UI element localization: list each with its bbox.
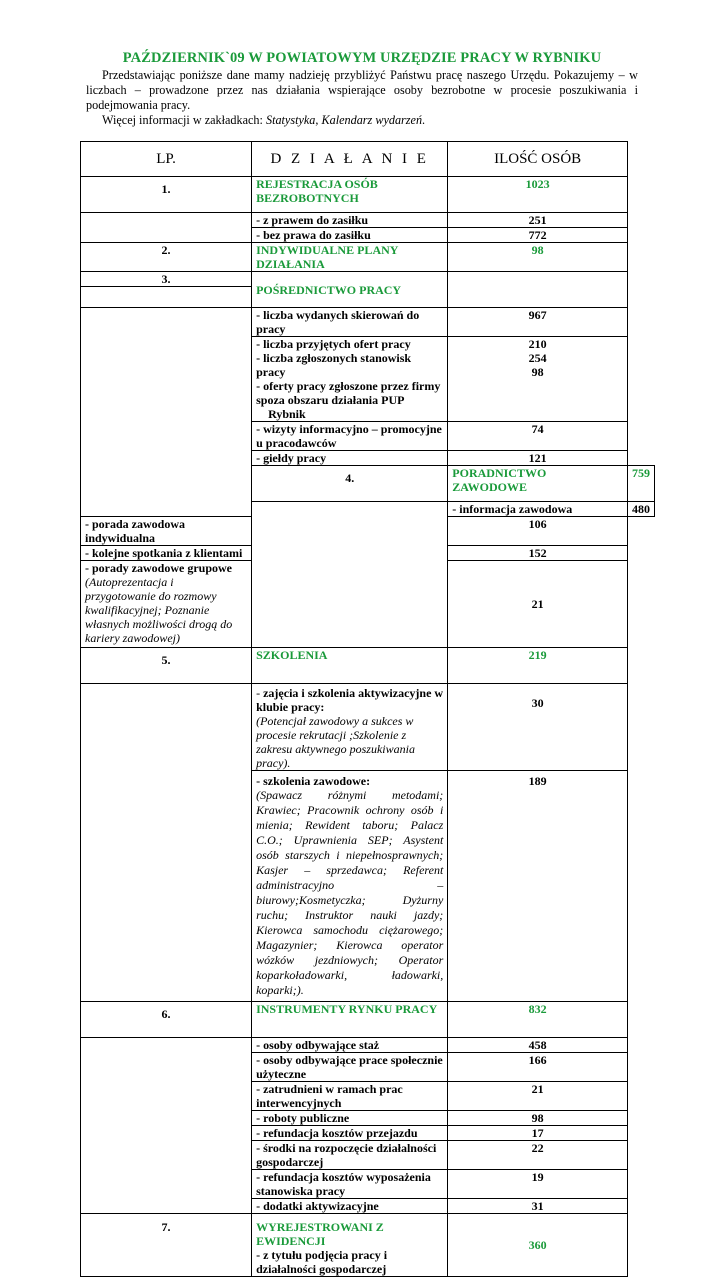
row-label: - bez prawa do zasiłku xyxy=(252,228,448,243)
section-row xyxy=(81,243,655,272)
row-value: 251 xyxy=(448,213,628,228)
row-label: - dodatki aktywizacyjne xyxy=(252,1199,448,1214)
section-count: 98 xyxy=(448,243,628,272)
table-row xyxy=(81,308,655,337)
row-label: - liczba zgłoszonych stanowisk pracy xyxy=(256,351,412,379)
intro-more-info: Więcej informacji w zakładkach: Statystyka, Kalendarz wydarzeń. xyxy=(102,113,426,127)
row-value: 106 xyxy=(448,517,628,546)
intro-text xyxy=(86,68,638,128)
section-count: 832 xyxy=(448,1002,628,1038)
table-header-row xyxy=(81,142,655,177)
section-number: 2. xyxy=(81,243,252,272)
row-value: 166 xyxy=(448,1053,628,1082)
section-row xyxy=(81,177,655,213)
row-value: 480 xyxy=(628,502,655,517)
row-value: 21 xyxy=(448,1082,628,1111)
intro-paragraph: Przedstawiając poniższe dane mamy nadzieję przybliżyć Państwu pracę naszego Urzędu. Pokazujemy – w liczbach – prowadzone przez nas działania wspierające osoby bezrobotne w procesie poszukiwania i podejmowania pracy. xyxy=(86,68,638,112)
row-label: - oferty pracy zgłoszone przez firmy spoza obszaru działania PUP xyxy=(256,379,441,407)
section-number: 3. xyxy=(81,272,252,287)
section-title: INDYWIDUALNE PLANY DZIAŁANIA xyxy=(252,243,448,272)
section-title: WYREJESTROWANI Z EWIDENCJI xyxy=(256,1220,384,1248)
row-value: 772 xyxy=(448,228,628,243)
row-label: - porada zawodowa indywidualna xyxy=(81,517,252,546)
section-number: 1. xyxy=(81,177,252,213)
section-row xyxy=(81,1002,655,1038)
row-label: - kolejne spotkania z klientami xyxy=(81,546,252,561)
section-number: 4. xyxy=(252,466,448,502)
header-count: ILOŚĆ OSÓB xyxy=(448,142,628,177)
section-row xyxy=(81,272,655,287)
row-value: 98 xyxy=(531,365,544,379)
row-label: - wizyty informacyjno – promocyjne u pracodawców xyxy=(252,422,448,451)
section-count: 219 xyxy=(448,648,628,684)
row-label: - osoby odbywające prace społecznie użyteczne xyxy=(252,1053,448,1082)
header-lp: LP. xyxy=(81,142,252,177)
table-row xyxy=(81,1038,655,1053)
row-label: - refundacja kosztów przejazdu xyxy=(252,1126,448,1141)
page-title: PAŹDZIERNIK`09 W POWIATOWYM URZĘDZIE PRACY W RYBNIKU xyxy=(122,50,602,66)
section-number: 6. xyxy=(81,1002,252,1038)
row-value: 152 xyxy=(448,546,628,561)
statistics-table xyxy=(80,141,655,1277)
row-label: - giełdy pracy xyxy=(252,451,448,466)
row-label: - porady zawodowe grupowe xyxy=(85,561,232,575)
row-label: - zatrudnieni w ramach prac interwencyjnych xyxy=(252,1082,448,1111)
row-label: - informacja zawodowa xyxy=(448,502,628,517)
section-number: 5. xyxy=(81,648,252,684)
row-value: 189 xyxy=(448,771,628,1002)
row-value: 967 xyxy=(448,308,628,337)
section-count: 360 xyxy=(448,1214,628,1277)
row-value: 121 xyxy=(448,451,628,466)
section-row xyxy=(81,1214,655,1277)
row-value: 17 xyxy=(448,1126,628,1141)
row-label: - zajęcia i szkolenia aktywizacyjne w klubie pracy: xyxy=(256,686,444,714)
row-value: 31 xyxy=(448,1199,628,1214)
row-note: (Autoprezentacja i przygotowanie do rozmowy kwalifikacyjnej; Poznanie własnych możliwości drogą do kariery zawodowej) xyxy=(85,575,233,645)
row-label-continued: Rybnik xyxy=(268,407,306,421)
row-value: 254 xyxy=(528,351,547,365)
row-label: - osoby odbywające staż xyxy=(252,1038,448,1053)
row-label: - z tytułu podjęcia pracy i działalności gospodarczej xyxy=(256,1248,388,1276)
row-value: 74 xyxy=(448,422,628,451)
row-note: (Spawacz różnymi metodami; Krawiec; Pracownik ochrony osób i mienia; Rewident taboru; Palacz C.O.; Uprawnienia SEP; Asystent osób starszych i niepełnosprawnych; Kasjer – sprzedawca; Referent administracyjno – biurowy;Kosmetyczka; Dyżurny ruchu; Instruktor nauki jazdy; Kierowca samochodu ciężarowego; Magazynier; Kierowca operator wózków jezdniowych; Operator koparkoładowarki, ładowarki, koparki;). xyxy=(256,788,444,997)
section-title: SZKOLENIA xyxy=(252,648,448,684)
section-title: POŚREDNICTWO PRACY xyxy=(252,272,448,308)
header-action: D Z I A Ł A N I E xyxy=(270,151,429,167)
row-label: - refundacja kosztów wyposażenia stanowiska pracy xyxy=(252,1170,448,1199)
link-statystyka[interactable]: Statystyka xyxy=(265,113,316,127)
row-value: 21 xyxy=(448,561,628,648)
section-count: 759 xyxy=(628,466,655,502)
row-label: - roboty publiczne xyxy=(252,1111,448,1126)
table-row xyxy=(81,213,655,228)
row-value: 98 xyxy=(448,1111,628,1126)
row-value: 19 xyxy=(448,1170,628,1199)
row-value: 30 xyxy=(448,684,628,771)
row-label: - z prawem do zasiłku xyxy=(252,213,448,228)
section-title: REJESTRACJA OSÓB BEZROBOTNYCH xyxy=(252,177,448,213)
link-kalendarz[interactable]: Kalendarz wydarzeń xyxy=(321,113,423,127)
table-row xyxy=(81,684,655,771)
section-count: 1023 xyxy=(448,177,628,213)
row-label: - szkolenia zawodowe: xyxy=(256,774,371,788)
row-label: - liczba przyjętych ofert pracy xyxy=(256,337,411,351)
section-title: PORADNICTWO ZAWODOWE xyxy=(448,466,628,502)
row-note: (Potencjał zawodowy a sukces w procesie rekrutacji ;Szkolenie z zakresu aktywnego poszukiwania pracy). xyxy=(256,714,415,770)
row-label: - środki na rozpoczęcie działalności gospodarczej xyxy=(252,1141,448,1170)
row-value: 458 xyxy=(448,1038,628,1053)
row-value: 22 xyxy=(448,1141,628,1170)
row-label: - liczba wydanych skierowań do pracy xyxy=(252,308,448,337)
section-number: 7. xyxy=(81,1214,252,1277)
section-row xyxy=(81,648,655,684)
row-value: 210 xyxy=(528,337,547,351)
section-title: INSTRUMENTY RYNKU PRACY xyxy=(252,1002,448,1038)
